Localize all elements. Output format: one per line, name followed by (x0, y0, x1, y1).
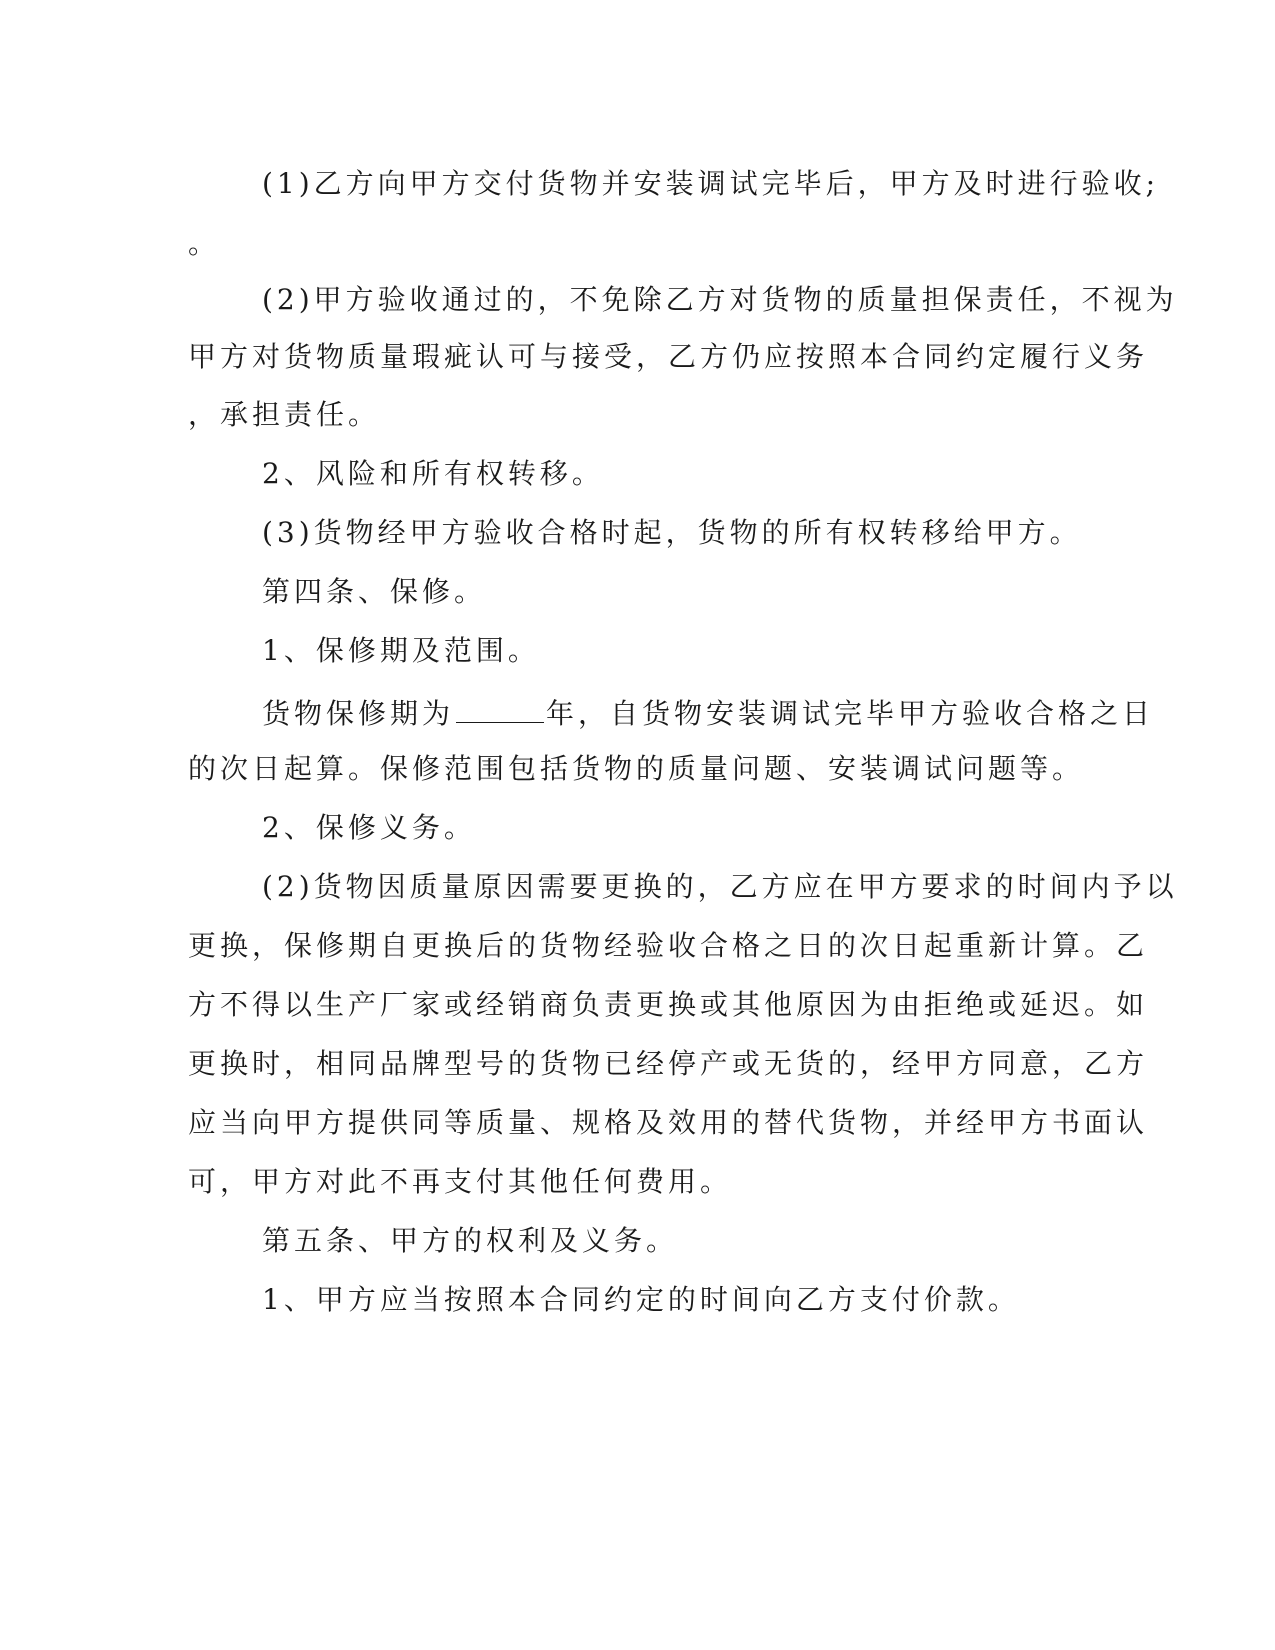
paragraph-replacement-line-6: 可，甲方对此不再支付其他任何费用。 (188, 1165, 733, 1198)
paragraph-acceptance-2-line-2: 甲方对货物质量瑕疵认可与接受，乙方仍应按照本合同约定履行义务 (188, 340, 1149, 373)
paragraph-replacement-line-5: 应当向甲方提供同等质量、规格及效用的替代货物，并经甲方书面认 (188, 1106, 1149, 1139)
paragraph-ownership-transfer: (3)货物经甲方验收合格时起，货物的所有权转移给甲方。 (262, 516, 1082, 549)
section-warranty-obligation-heading: 2、保修义务。 (262, 811, 476, 844)
article-five-heading: 第五条、甲方的权利及义务。 (262, 1224, 679, 1257)
paragraph-acceptance-2-line-3: ，承担责任。 (188, 398, 381, 431)
paragraph-replacement-line-2: 更换，保修期自更换后的货物经验收合格之日的次日起重新计算。乙 (188, 929, 1149, 962)
paragraph-replacement-line-3: 方不得以生产厂家或经销商负责更换或其他原因为由拒绝或延迟。如 (188, 988, 1149, 1021)
warranty-text-after-blank: 年，自货物安装调试完毕甲方验收合格之日 (546, 697, 1155, 730)
paragraph-replacement-line-1: (2)货物因质量原因需要更换的，乙方应在甲方要求的时间内予以 (262, 870, 1178, 903)
section-risk-transfer-heading: 2、风险和所有权转移。 (262, 457, 604, 490)
paragraph-continuation: 。 (188, 227, 221, 260)
warranty-text-before-blank: 货物保修期为 (262, 697, 455, 730)
paragraph-payment-obligation: 1、甲方应当按照本合同约定的时间向乙方支付价款。 (262, 1283, 1020, 1316)
paragraph-acceptance-1: (1)乙方向甲方交付货物并安装调试完毕后，甲方及时进行验收; (262, 167, 1160, 200)
section-warranty-scope-heading: 1、保修期及范围。 (262, 634, 540, 667)
warranty-years-blank (456, 692, 544, 723)
article-four-heading: 第四条、保修。 (262, 575, 487, 608)
paragraph-warranty-period-line-2: 的次日起算。保修范围包括货物的质量问题、安装调试问题等。 (188, 752, 1085, 785)
paragraph-replacement-line-4: 更换时，相同品牌型号的货物已经停产或无货的，经甲方同意，乙方 (188, 1047, 1149, 1080)
paragraph-acceptance-2-line-1: (2)甲方验收通过的，不免除乙方对货物的质量担保责任，不视为 (262, 283, 1178, 316)
paragraph-warranty-period-line-1 (0, 692, 1275, 732)
